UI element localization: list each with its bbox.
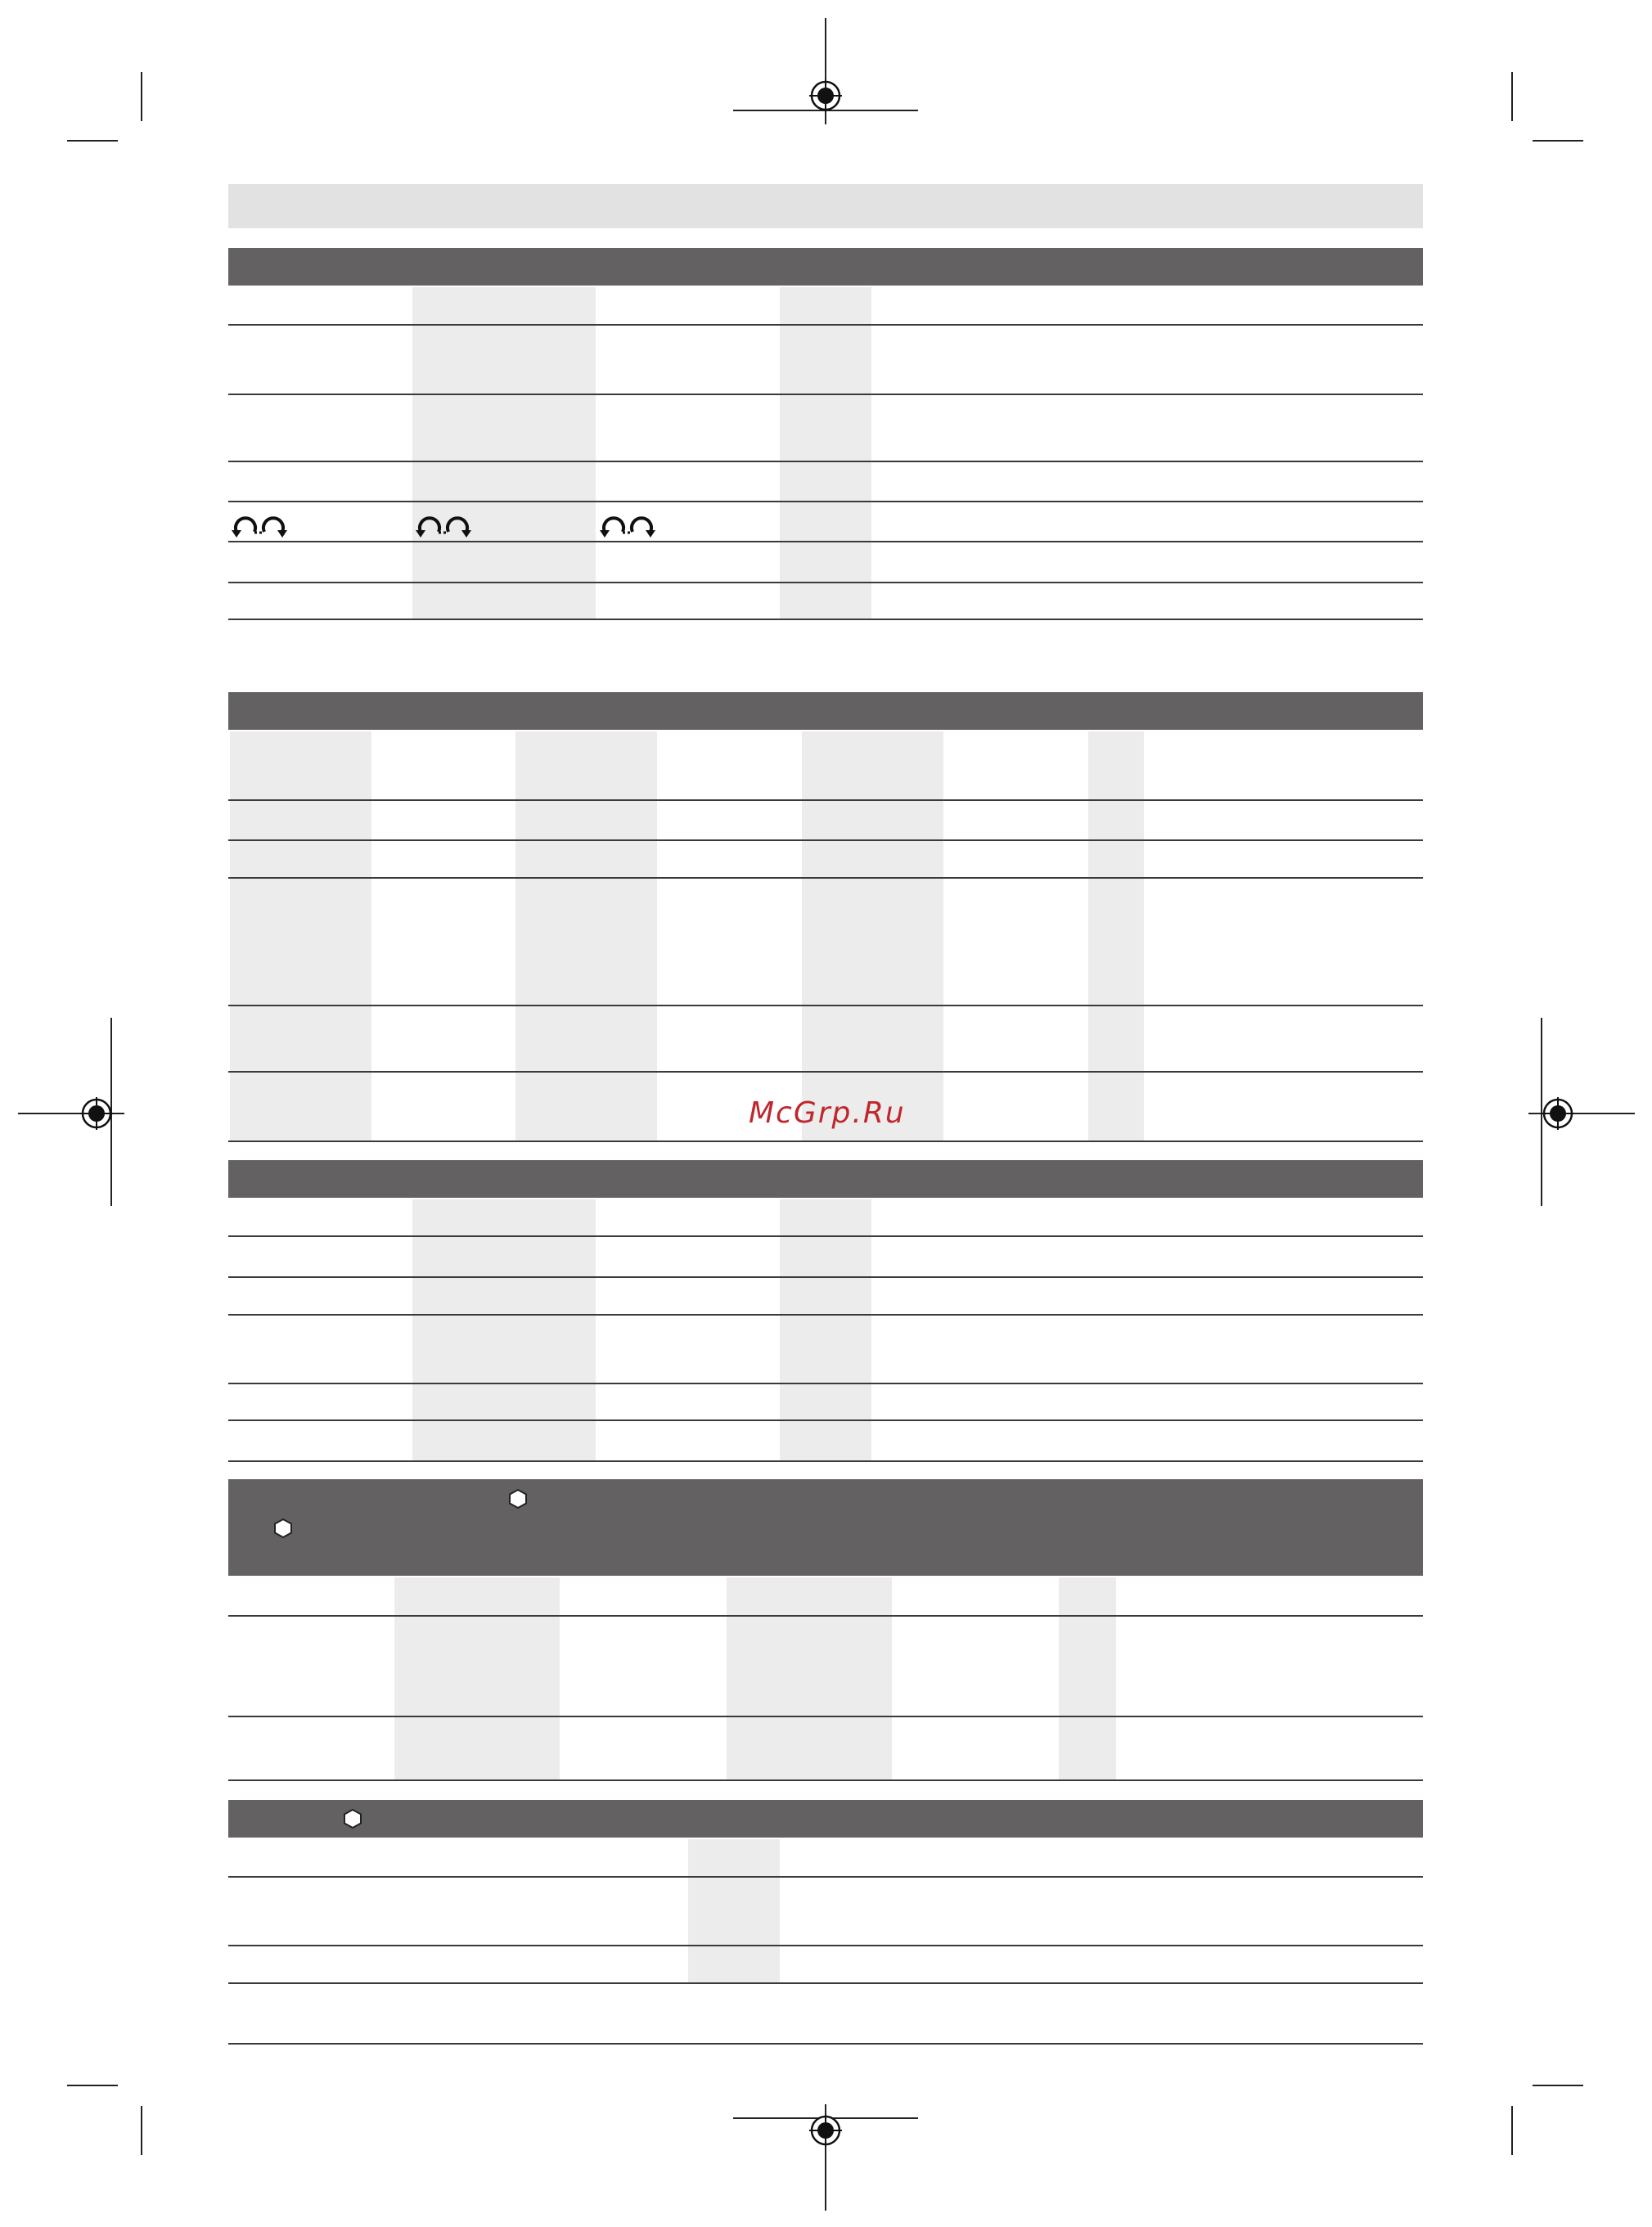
table-3-shade-col-2: [412, 1199, 596, 1460]
table-1-shade-col-2: [412, 287, 596, 619]
table-row-divider: [228, 541, 1423, 542]
crop-mark-top-right-v: [1511, 72, 1513, 121]
watermark-text: McGrp.Ru: [749, 1096, 906, 1130]
table-row-divider: [228, 394, 1423, 395]
table-2-shade-col-3: [515, 731, 657, 1140]
table-2-shade-col-1: [230, 731, 371, 1140]
crop-mark-bottom-right-h: [1533, 2085, 1583, 2086]
table-3-header-bar: [228, 1160, 1423, 1198]
table-row-divider: [228, 799, 1423, 801]
table-row-divider: [228, 1945, 1423, 1946]
table-1-header-bar: [228, 248, 1423, 286]
table-row-divider: [228, 1716, 1423, 1717]
table-5-shade-col-2: [688, 1839, 780, 1982]
table-4-shade-col-2: [394, 1577, 560, 1779]
table-2-shade-col-5: [802, 731, 943, 1140]
hexagon-marker-icon: [272, 1518, 294, 1539]
rotation-direction-icon: [414, 511, 473, 538]
table-row-divider: [228, 1460, 1423, 1462]
table-row-divider: [228, 1419, 1423, 1421]
table-row-divider: [228, 839, 1423, 841]
table-row-divider: [228, 1982, 1423, 1984]
table-row-divider: [228, 1140, 1423, 1142]
crop-mark-top-right-h: [1533, 140, 1583, 142]
table-row-divider: [228, 1314, 1423, 1316]
table-3-shade-col-4: [780, 1199, 871, 1460]
crop-mark-top-left-h: [67, 140, 118, 142]
hexagon-marker-icon: [342, 1808, 363, 1829]
crop-mark-bottom-left-h: [67, 2085, 118, 2086]
rotation-direction-icon: [598, 511, 657, 538]
table-row-divider: [228, 619, 1423, 620]
crop-mark-bottom-left-v: [141, 2106, 142, 2155]
table-row-divider: [228, 324, 1423, 326]
table-row-divider: [228, 1615, 1423, 1617]
table-4-shade-col-4: [727, 1577, 892, 1779]
page-header-band: [228, 184, 1423, 228]
table-1-shade-col-4: [780, 287, 871, 619]
table-5-header-bar: [228, 1800, 1423, 1838]
table-row-divider: [228, 1779, 1423, 1781]
registration-mark-icon: [1542, 1097, 1574, 1130]
table-row-divider: [228, 1876, 1423, 1878]
table-row-divider: [228, 1383, 1423, 1384]
registration-mark-icon: [80, 1097, 113, 1130]
table-row-divider: [228, 1235, 1423, 1237]
hexagon-marker-icon: [507, 1488, 529, 1509]
table-row-divider: [228, 1005, 1423, 1006]
registration-mark-icon: [809, 79, 842, 112]
table-row-divider: [228, 877, 1423, 879]
table-4-shade-col-6: [1059, 1577, 1116, 1779]
table-row-divider: [228, 1276, 1423, 1278]
table-row-divider: [228, 1071, 1423, 1073]
table-4-header-bar: [228, 1479, 1423, 1576]
table-row-divider: [228, 582, 1423, 583]
crop-mark-top-left-v: [141, 72, 142, 121]
rotation-direction-icon: [230, 511, 289, 538]
registration-mark-icon: [809, 2114, 842, 2147]
table-row-divider: [228, 2043, 1423, 2045]
table-row-divider: [228, 501, 1423, 502]
table-2-shade-col-7: [1088, 731, 1144, 1140]
crop-mark-bottom-right-v: [1511, 2106, 1513, 2155]
table-2-header-bar: [228, 692, 1423, 730]
table-row-divider: [228, 461, 1423, 462]
